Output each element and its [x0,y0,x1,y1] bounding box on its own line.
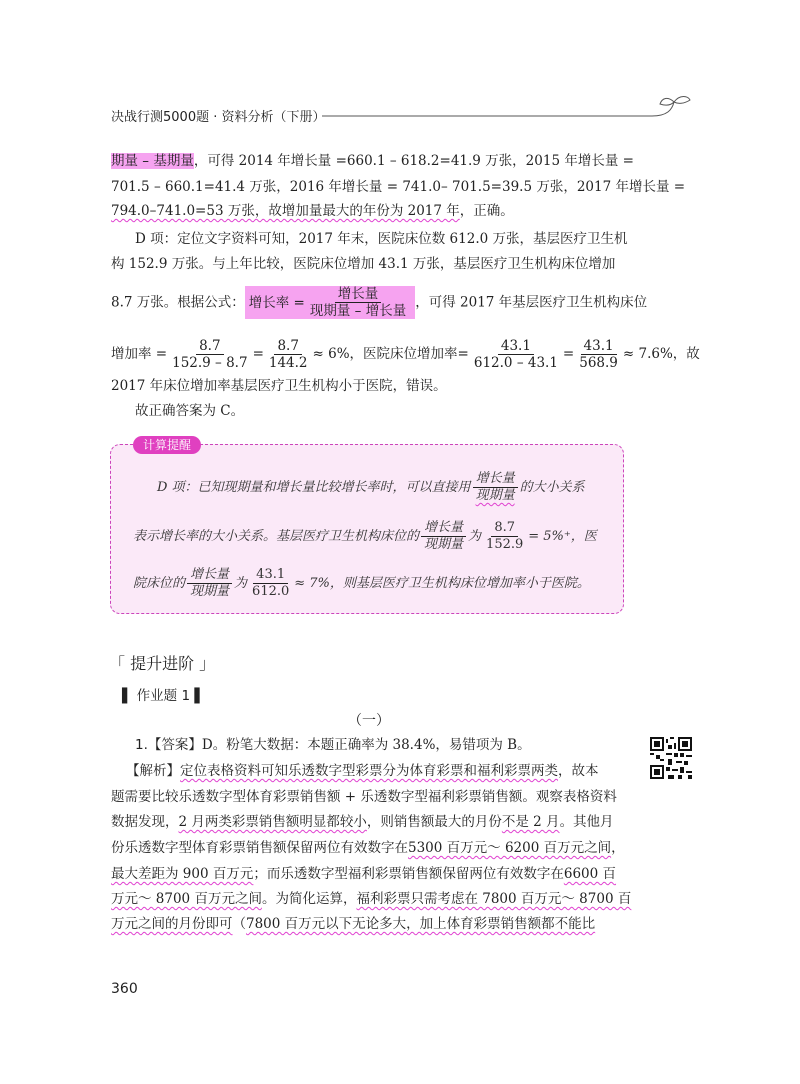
tip-tag: 计算提醒 [133,436,201,454]
exercise-subtitle: ▌ 作业题 1 ▌ [122,688,205,704]
para2-line5: 2017 年床位增加率基层医疗卫生机构小于医院，错误。 [111,378,447,394]
part-heading: （一） [348,713,390,729]
para1-line1: 期量 – 基期量，可得 2014 年增长量 =660.1 – 618.2=41.9 万张，2015 年增长量 = [111,153,634,169]
tip-line1: D 项：已知现期量和增长量比较增长率时，可以直接用 $\frac{\text{增长量}}{\text{现期量}}$ 的大小关系 [157,471,585,503]
answer-line4: 数据发现，2 月两类彩票销售额明显都较小，则销售额最大的月份不是 2 月。其他月 [111,814,614,830]
section-title: 「 提升进阶 」 [109,654,216,673]
answer-line1: 1.【答案】D。粉笔大数据：本题正确率为 38.4%，易错项为 B。 [135,737,531,753]
running-header: 决战行测5000题 · 资料分析（下册） [111,110,326,125]
para2-line4: 增加率 = $\frac{8.7}{152.9 - 8.7}$ = $\frac{8.7}{144.2}$ ≈ 6%，医院床位增加率= $\frac{43.1}{612.0 - 43.1}$ = $\frac{43.1}{568.9}$ ≈ 7.6%，故 [111,338,700,371]
tip-line3: 院床位的 $\frac{\text{增长量}}{\text{现期量}}$ 为 $\frac{43.1}{612.0}$ ≈ 7%，则基层医疗卫生机构床位增加率小于医院。 [133,567,590,599]
answer-line2: 【解析】定位表格资料可知乐透数字型彩票分为体育彩票和福利彩票两类，故本 [126,763,599,779]
growth-rate-formula: 增长率 = $\frac{\text{增长量}}{\text{现期量 – 增长量}}$ [245,286,415,319]
para2-line1: D 项：定位文字资料可知，2017 年末，医院床位数 612.0 万张，基层医疗卫生机 [135,231,628,247]
highlight-formula: 期量 – 基期量 [111,153,194,169]
answer-line8: 万元之间的月份即可（7800 百万元以下无论多大，加上体育彩票销售额都不能比 [111,916,596,932]
para2-line6: 故正确答案为 C。 [135,403,245,419]
para2-line3: 8.7 万张。根据公式： 增长率 = $\frac{\text{增长量}}{\text{现期量 – 增长量}}$ ，可得 2017 年基层医疗卫生机构床位 [111,286,648,319]
qr-code[interactable] [650,737,692,779]
answer-line5: 份乐透数字型体育彩票销售额保留两位有效数字在5300 百万元～ 6200 百万元之间， [111,840,625,856]
para1-line2: 701.5 – 660.1=41.4 万张，2016 年增长量 = 741.0– 701.5=39.5 万张，2017 年增长量 = [111,179,686,195]
header-rule [322,90,702,130]
answer-line7: 万元～ 8700 百万元之间。为简化运算，福利彩票只需考虑在 7800 百万元～ 8700 百 [111,891,632,907]
page-number: 360 [111,981,138,997]
tip-line2: 表示增长率的大小关系。基层医疗卫生机构床位的 $\frac{\text{增长量}}{\text{现期量}}$ 为 $\frac{8.7}{152.9}$ = 5%⁺，医 [133,520,597,552]
answer-line3: 题需要比较乐透数字型体育彩票销售额 + 乐透数字型福利彩票销售额。观察表格资料 [111,789,617,805]
answer-line6: 最大差距为 900 百万元；而乐透数字型福利彩票销售额保留两位有效数字在6600 百 [111,866,617,882]
para2-line2: 构 152.9 万张。与上年比较，医院床位增加 43.1 万张，基层医疗卫生机构床位增加 [111,256,616,272]
para1-line3: 794.0–741.0=53 万张，故增加量最大的年份为 2017 年，正确。 [111,203,514,219]
